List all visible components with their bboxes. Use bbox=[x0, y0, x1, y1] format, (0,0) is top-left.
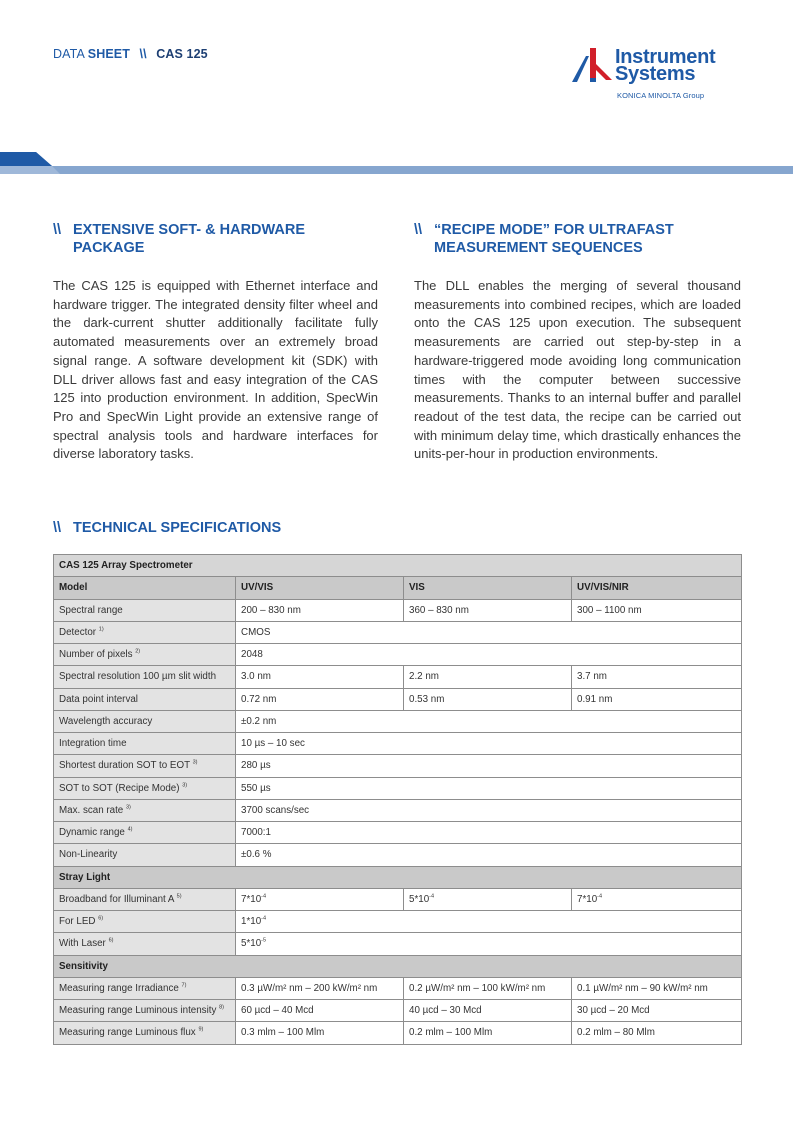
table-row bbox=[54, 710, 742, 732]
row-label: Dynamic range $^{4)}$ bbox=[54, 822, 236, 844]
specifications-table bbox=[53, 554, 742, 1045]
header-separator: \\ bbox=[139, 47, 147, 61]
row-label: Integration time bbox=[54, 733, 236, 755]
footnote-ref: 7) bbox=[181, 982, 187, 989]
group-heading: Stray Light bbox=[54, 866, 742, 888]
section-title-line-2: MEASUREMENT SEQUENCES bbox=[434, 240, 643, 256]
row-label: Measuring range Luminous flux $^{9)}$ bbox=[54, 1022, 236, 1044]
table-cell: 3.7 nm bbox=[572, 666, 742, 688]
logo-group-label: KONICA MINOLTA Group bbox=[617, 91, 705, 100]
table-group-row-sensitivity bbox=[54, 955, 742, 977]
section-marker: \\ bbox=[414, 222, 423, 238]
row-label: Max. scan rate $^{3)}$ bbox=[54, 799, 236, 821]
table-row bbox=[54, 621, 742, 643]
table-row bbox=[54, 666, 742, 688]
section-marker: \\ bbox=[53, 222, 62, 238]
section-title-text: TECHNICAL SPECIFICATIONS bbox=[73, 520, 282, 536]
row-label: Data point interval bbox=[54, 688, 236, 710]
section-title-recipe-mode bbox=[414, 221, 754, 257]
footnote-ref: 6) bbox=[108, 938, 114, 945]
table-cell: 300 – 1100 nm bbox=[572, 599, 742, 621]
footnote-ref: 6) bbox=[98, 915, 104, 922]
table-cell: 0.91 nm bbox=[572, 688, 742, 710]
row-label: Wavelength accuracy bbox=[54, 710, 236, 732]
document-header bbox=[53, 47, 208, 61]
table-cell: 550 µs bbox=[236, 777, 742, 799]
table-title: CAS 125 Array Spectrometer bbox=[54, 555, 742, 577]
company-logo bbox=[572, 44, 747, 102]
table-cell: 3700 scans/sec bbox=[236, 799, 742, 821]
footnote-ref: 3) bbox=[182, 782, 188, 789]
table-cell: 30 µcd – 20 Mcd bbox=[572, 1000, 742, 1022]
table-cell: 60 µcd – 40 Mcd bbox=[236, 1000, 404, 1022]
table-cell: $5*10^{-4}$ bbox=[404, 888, 572, 910]
section-title-line-2: PACKAGE bbox=[73, 240, 145, 256]
header-data-word: DATA bbox=[53, 47, 85, 61]
table-cell: 7000:1 bbox=[236, 822, 742, 844]
software-paragraph: The CAS 125 is equipped with Ethernet interface and hardware trigger. The integrated density filter wheel and the dark-current shutter additionally facilitate fully automated measurements over an extremely broad signal range. A software development kit (SDK) with DLL driver allows fast and easy integration of the CAS 125 into production environment. In addition, SpecWin Pro and SpecWin Light provide an extensive range of spectral analysis tools and hardware interfaces for diverse laboratory tasks. bbox=[53, 278, 378, 462]
table-row bbox=[54, 822, 742, 844]
column-header-uv-vis-nir: UV/VIS/NIR bbox=[572, 577, 742, 599]
table-row bbox=[54, 1022, 742, 1044]
table-cell: 2048 bbox=[236, 644, 742, 666]
table-cell: 40 µcd – 30 Mcd bbox=[404, 1000, 572, 1022]
footnote-ref: 1) bbox=[98, 626, 104, 633]
table-cell: $7*10^{-4}$ bbox=[236, 888, 404, 910]
table-row bbox=[54, 1000, 742, 1022]
footnote-ref: 2) bbox=[135, 648, 141, 655]
header-sheet-word: SHEET bbox=[87, 47, 130, 61]
table-cell: $5*10^{-5}$ bbox=[236, 933, 742, 955]
table-title-row bbox=[54, 555, 742, 577]
logo-word-systems: Systems bbox=[615, 63, 696, 85]
header-product-name: CAS 125 bbox=[156, 47, 208, 61]
row-label: SOT to SOT (Recipe Mode) $^{3)}$ bbox=[54, 777, 236, 799]
table-cell: 0.1 µW/m² nm – 90 kW/m² nm bbox=[572, 977, 742, 999]
row-label: For LED $^{6)}$ bbox=[54, 911, 236, 933]
row-label: Measuring range Luminous intensity $^{8)}$ bbox=[54, 1000, 236, 1022]
table-row bbox=[54, 733, 742, 755]
row-label: Broadband for Illuminant A $^{5)}$ bbox=[54, 888, 236, 910]
section-title-line-1: EXTENSIVE SOFT- & HARDWARE bbox=[73, 222, 306, 238]
footnote-ref: 5) bbox=[176, 893, 182, 900]
table-cell: 0.72 nm bbox=[236, 688, 404, 710]
footnote-ref: 9) bbox=[198, 1027, 204, 1034]
table-row bbox=[54, 644, 742, 666]
table-cell: 2.2 nm bbox=[404, 666, 572, 688]
table-cell: 0.53 nm bbox=[404, 688, 572, 710]
row-label: With Laser $^{6)}$ bbox=[54, 933, 236, 955]
table-row bbox=[54, 933, 742, 955]
table-cell: CMOS bbox=[236, 621, 742, 643]
table-row bbox=[54, 844, 742, 866]
table-row bbox=[54, 688, 742, 710]
section-title-software bbox=[53, 221, 383, 257]
logo-word-instrument: Instrument bbox=[615, 46, 716, 68]
table-row bbox=[54, 977, 742, 999]
column-header-model: Model bbox=[54, 577, 236, 599]
column-header-uv-vis: UV/VIS bbox=[236, 577, 404, 599]
table-cell: 0.2 µW/m² nm – 100 kW/m² nm bbox=[404, 977, 572, 999]
row-label: Number of pixels $^{2)}$ bbox=[54, 644, 236, 666]
footnote-ref: 4) bbox=[127, 826, 133, 833]
section-marker: \\ bbox=[53, 520, 62, 536]
table-cell: 10 µs – 10 sec bbox=[236, 733, 742, 755]
table-header-row bbox=[54, 577, 742, 599]
row-label: Measuring range Irradiance $^{7)}$ bbox=[54, 977, 236, 999]
table-group-row-stray-light bbox=[54, 866, 742, 888]
table-row bbox=[54, 599, 742, 621]
footnote-ref: 3) bbox=[125, 804, 131, 811]
section-title-technical-specifications bbox=[53, 519, 453, 537]
row-label: Spectral resolution 100 µm slit width bbox=[54, 666, 236, 688]
footnote-ref: 3) bbox=[192, 760, 198, 767]
recipe-mode-paragraph: The DLL enables the merging of several thousand measurements into combined recipes, which are loaded onto the CAS 125 upon execution. The subsequent measurements are carried out step-by-step in a hardware-triggered mode avoiding long communication times with the computer between successive measurements. Thanks to an internal buffer and parallel readout of the test data, the recipe can be carried out with minimum delay time, which drastically enhances the units-per-hour in production environments. bbox=[414, 278, 741, 462]
row-label: Shortest duration SOT to EOT $^{3)}$ bbox=[54, 755, 236, 777]
table-cell: 3.0 nm bbox=[236, 666, 404, 688]
group-heading: Sensitivity bbox=[54, 955, 742, 977]
table-cell: 0.2 mlm – 100 Mlm bbox=[404, 1022, 572, 1044]
table-cell: $7*10^{-4}$ bbox=[572, 888, 742, 910]
row-label: Detector $^{1)}$ bbox=[54, 621, 236, 643]
header-band bbox=[0, 148, 793, 178]
table-cell: 0.2 mlm – 80 Mlm bbox=[572, 1022, 742, 1044]
table-cell: 0.3 mlm – 100 Mlm bbox=[236, 1022, 404, 1044]
footnote-ref: 8) bbox=[219, 1004, 225, 1011]
instrument-systems-logo-icon bbox=[572, 46, 614, 84]
table-row bbox=[54, 799, 742, 821]
table-cell: $1*10^{-4}$ bbox=[236, 911, 742, 933]
table-row bbox=[54, 755, 742, 777]
section-title-line-1: “RECIPE MODE” FOR ULTRAFAST bbox=[434, 222, 674, 238]
row-label: Spectral range bbox=[54, 599, 236, 621]
table-row bbox=[54, 777, 742, 799]
table-cell: 0.3 µW/m² nm – 200 kW/m² nm bbox=[236, 977, 404, 999]
table-row bbox=[54, 888, 742, 910]
table-cell: 200 – 830 nm bbox=[236, 599, 404, 621]
column-header-vis: VIS bbox=[404, 577, 572, 599]
table-cell: ±0.2 nm bbox=[236, 710, 742, 732]
table-cell: ±0.6 % bbox=[236, 844, 742, 866]
table-cell: 360 – 830 nm bbox=[404, 599, 572, 621]
row-label: Non-Linearity bbox=[54, 844, 236, 866]
table-row bbox=[54, 911, 742, 933]
table-cell: 280 µs bbox=[236, 755, 742, 777]
